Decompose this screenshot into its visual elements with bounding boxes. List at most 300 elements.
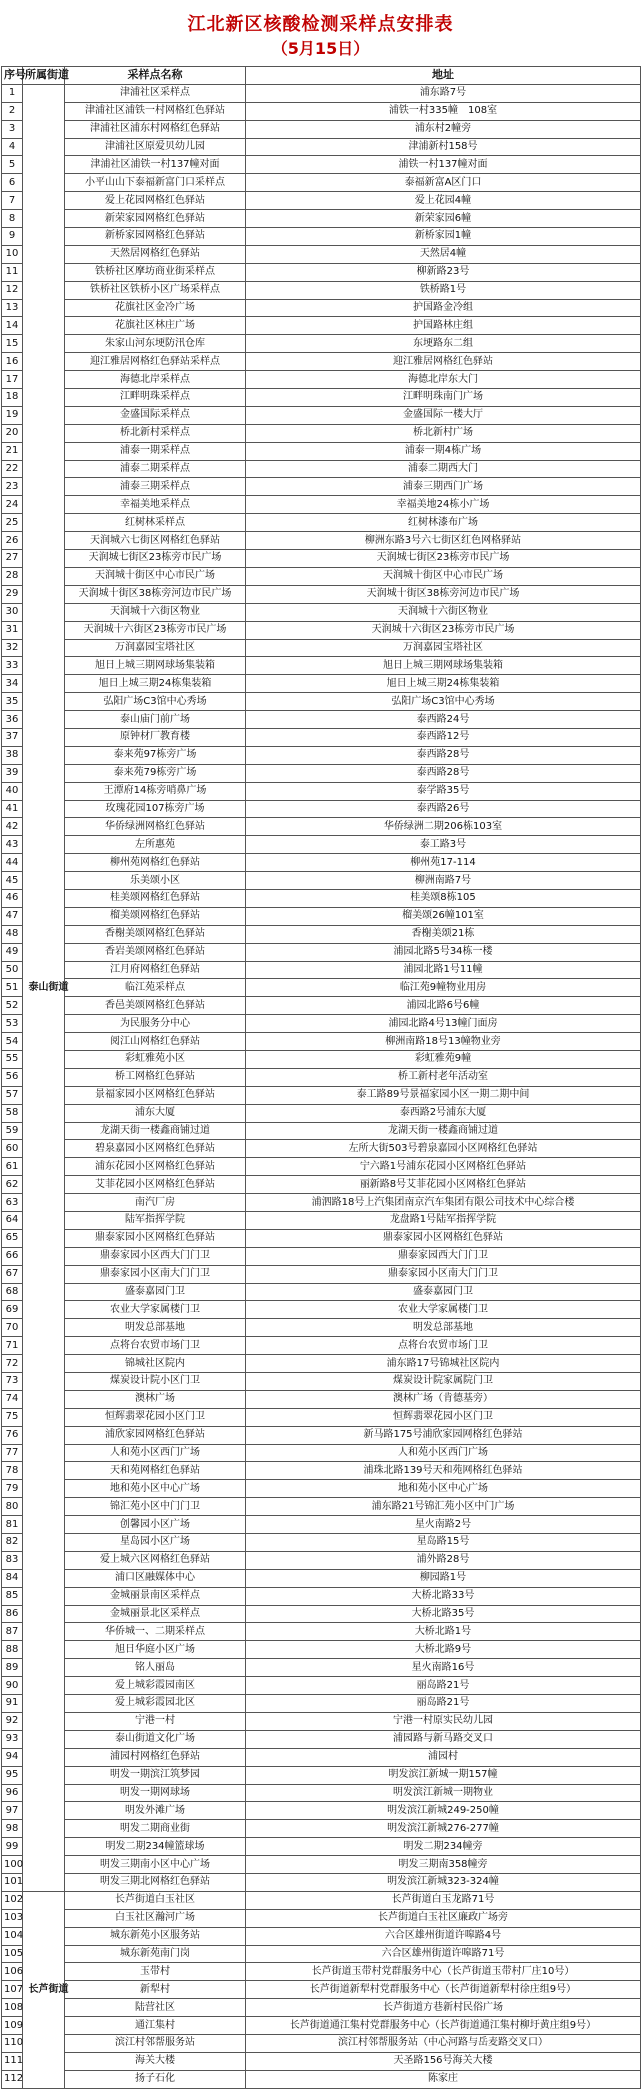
row-site: 桥北新村采样点 bbox=[65, 424, 246, 442]
row-address: 桥工新村老年活动室 bbox=[246, 1068, 641, 1086]
row-address: 宁港一村原实民幼儿园 bbox=[246, 1712, 641, 1730]
row-site: 津浦社区采样点 bbox=[65, 84, 246, 102]
row-address: 万润嘉园宝塔社区 bbox=[246, 639, 641, 657]
row-site: 江畔明珠采样点 bbox=[65, 389, 246, 407]
table-row bbox=[2, 263, 641, 281]
row-address: 泰学路35号 bbox=[246, 782, 641, 800]
table-row bbox=[2, 1820, 641, 1838]
row-seq: 99 bbox=[2, 1838, 23, 1856]
row-seq: 69 bbox=[2, 1301, 23, 1319]
row-site: 明发外滩广场 bbox=[65, 1802, 246, 1820]
row-address: 天润城十街区38栋旁河边市民广场 bbox=[246, 585, 641, 603]
table-row bbox=[2, 1229, 641, 1247]
table-row bbox=[2, 1122, 641, 1140]
table-row bbox=[2, 1784, 641, 1802]
table-row bbox=[2, 746, 641, 764]
table-row bbox=[2, 1462, 641, 1480]
row-site: 扬子石化 bbox=[65, 2070, 246, 2088]
row-address: 丽岛路21号 bbox=[246, 1677, 641, 1695]
row-site: 金城丽景北区采样点 bbox=[65, 1605, 246, 1623]
row-seq: 81 bbox=[2, 1516, 23, 1534]
table-row bbox=[2, 1712, 641, 1730]
row-site: 铁桥社区摩坊商业街采样点 bbox=[65, 263, 246, 281]
row-site: 华侨城一、二期采样点 bbox=[65, 1623, 246, 1641]
row-seq: 17 bbox=[2, 371, 23, 389]
table-row bbox=[2, 585, 641, 603]
row-site: 旭日上城三期24栋集装箱 bbox=[65, 675, 246, 693]
row-seq: 7 bbox=[2, 192, 23, 210]
row-site: 长芦街道白玉社区 bbox=[65, 1891, 246, 1909]
row-site: 海关大楼 bbox=[65, 2052, 246, 2070]
row-address: 鼎泰家园西大门门卫 bbox=[246, 1247, 641, 1265]
row-site: 浦泰三期采样点 bbox=[65, 478, 246, 496]
row-site: 爱上花园网格红色驿站 bbox=[65, 192, 246, 210]
table-row bbox=[2, 1838, 641, 1856]
table-row bbox=[2, 1498, 641, 1516]
title-block bbox=[0, 0, 641, 65]
street-name-cell bbox=[23, 84, 69, 1891]
row-address: 地和苑小区中心广场 bbox=[246, 1480, 641, 1498]
table-row bbox=[2, 442, 641, 460]
row-seq: 12 bbox=[2, 281, 23, 299]
table-row bbox=[2, 818, 641, 836]
table-row bbox=[2, 889, 641, 907]
table-row bbox=[2, 102, 641, 120]
page-title: 江北新区核酸检测采样点安排表 bbox=[187, 14, 454, 35]
row-seq: 82 bbox=[2, 1534, 23, 1552]
row-address: 天润城七街区23栋旁市民广场 bbox=[246, 550, 641, 568]
table-row bbox=[2, 639, 641, 657]
table-row bbox=[2, 1033, 641, 1051]
row-seq: 10 bbox=[2, 245, 23, 263]
row-seq: 107 bbox=[2, 1981, 23, 1999]
row-address: 浦东路7号 bbox=[246, 84, 641, 102]
table-row bbox=[2, 1176, 641, 1194]
row-site: 陆军指挥学院 bbox=[65, 1212, 246, 1230]
row-seq: 105 bbox=[2, 1945, 23, 1963]
row-address: 爱上花园4幢 bbox=[246, 192, 641, 210]
row-address: 星火南路2号 bbox=[246, 1516, 641, 1534]
table-row bbox=[2, 943, 641, 961]
table-row bbox=[2, 478, 641, 496]
row-address: 榴美颂26幢101室 bbox=[246, 907, 641, 925]
table-row bbox=[2, 550, 641, 568]
table-row bbox=[2, 1927, 641, 1945]
row-seq: 41 bbox=[2, 800, 23, 818]
table-row bbox=[2, 907, 641, 925]
row-seq: 51 bbox=[2, 979, 23, 997]
row-address: 煤炭设计院家属院门卫 bbox=[246, 1373, 641, 1391]
row-address: 江畔明珠南门广场 bbox=[246, 389, 641, 407]
table-row bbox=[2, 1319, 641, 1337]
row-site: 明发一期滨江筑梦园 bbox=[65, 1766, 246, 1784]
row-site: 乐美颂小区 bbox=[65, 872, 246, 890]
row-address: 新桥家园1幢 bbox=[246, 228, 641, 246]
row-seq: 52 bbox=[2, 997, 23, 1015]
page-subtitle: （5月15日） bbox=[271, 39, 370, 58]
row-site: 盛泰嘉园门卫 bbox=[65, 1283, 246, 1301]
row-seq: 30 bbox=[2, 603, 23, 621]
row-seq: 93 bbox=[2, 1730, 23, 1748]
row-address: 金盛国际一楼大厅 bbox=[246, 406, 641, 424]
row-address: 桥北新村广场 bbox=[246, 424, 641, 442]
row-seq: 79 bbox=[2, 1480, 23, 1498]
row-seq: 58 bbox=[2, 1104, 23, 1122]
row-seq: 40 bbox=[2, 782, 23, 800]
row-address: 桂美颂8栋105 bbox=[246, 889, 641, 907]
header-street: 所属街道 bbox=[23, 67, 65, 85]
row-address: 鼎泰家园小区南大门门卫 bbox=[246, 1265, 641, 1283]
table-row bbox=[2, 335, 641, 353]
row-site: 明发一期网球场 bbox=[65, 1784, 246, 1802]
row-seq: 84 bbox=[2, 1569, 23, 1587]
table-row bbox=[2, 782, 641, 800]
row-site: 泰来苑79栋旁广场 bbox=[65, 764, 246, 782]
row-seq: 85 bbox=[2, 1587, 23, 1605]
row-address: 津浦新村158号 bbox=[246, 138, 641, 156]
row-address: 星火南路16号 bbox=[246, 1659, 641, 1677]
row-seq: 36 bbox=[2, 711, 23, 729]
row-seq: 32 bbox=[2, 639, 23, 657]
row-address: 浦东村2幢旁 bbox=[246, 120, 641, 138]
row-address: 浦园村 bbox=[246, 1748, 641, 1766]
row-seq: 50 bbox=[2, 961, 23, 979]
row-site: 泰山庙门前广场 bbox=[65, 711, 246, 729]
row-seq: 68 bbox=[2, 1283, 23, 1301]
row-address: 柳洲南路7号 bbox=[246, 872, 641, 890]
row-address: 明发滨江新城323-324幢 bbox=[246, 1873, 641, 1891]
row-address: 龙盘路1号陆军指挥学院 bbox=[246, 1212, 641, 1230]
row-site: 锦城社区院内 bbox=[65, 1355, 246, 1373]
row-seq: 109 bbox=[2, 2017, 23, 2035]
row-site: 桥工网格红色驿站 bbox=[65, 1068, 246, 1086]
table-row bbox=[2, 1516, 641, 1534]
row-address: 农业大学家属楼门卫 bbox=[246, 1301, 641, 1319]
row-site: 彩虹雅苑小区 bbox=[65, 1050, 246, 1068]
table-row bbox=[2, 371, 641, 389]
row-seq: 74 bbox=[2, 1390, 23, 1408]
row-address: 左所大街503号碧泉嘉园小区网格红色驿站 bbox=[246, 1140, 641, 1158]
row-address: 明发滨江新城一期157幢 bbox=[246, 1766, 641, 1784]
row-address: 长芦街道通江集村党群服务中心（长芦街道通江集村柳圩黄庄组9号） bbox=[246, 2017, 641, 2035]
table-row bbox=[2, 406, 641, 424]
row-address: 浦东路21号锦汇苑小区中门广场 bbox=[246, 1498, 641, 1516]
row-site: 宁港一村 bbox=[65, 1712, 246, 1730]
row-site: 朱家山河东埂防汛仓库 bbox=[65, 335, 246, 353]
table-row bbox=[2, 353, 641, 371]
table-row bbox=[2, 1373, 641, 1391]
row-address: 泰工路89号景福家园小区一期二期中间 bbox=[246, 1086, 641, 1104]
row-address: 浦泰三期西门广场 bbox=[246, 478, 641, 496]
table-row bbox=[2, 1677, 641, 1695]
row-address: 陈家庄 bbox=[246, 2070, 641, 2088]
row-site: 城东新苑小区服务站 bbox=[65, 1927, 246, 1945]
row-address: 浦园北路6号6幢 bbox=[246, 997, 641, 1015]
row-address: 泰工路3号 bbox=[246, 836, 641, 854]
row-site: 桂美颂网格红色驿站 bbox=[65, 889, 246, 907]
row-site: 花旗社区金冷广场 bbox=[65, 299, 246, 317]
table-row bbox=[2, 1641, 641, 1659]
table-row bbox=[2, 1534, 641, 1552]
row-site: 爱上城彩霞园北区 bbox=[65, 1695, 246, 1713]
table-row bbox=[2, 1480, 641, 1498]
row-seq: 59 bbox=[2, 1122, 23, 1140]
row-site: 浦泰一期采样点 bbox=[65, 442, 246, 460]
row-seq: 49 bbox=[2, 943, 23, 961]
row-site: 津浦社区浦东村网格红色驿站 bbox=[65, 120, 246, 138]
table-row bbox=[2, 120, 641, 138]
row-site: 白玉社区瀚河广场 bbox=[65, 1909, 246, 1927]
row-seq: 38 bbox=[2, 746, 23, 764]
row-address: 海德北岸东大门 bbox=[246, 371, 641, 389]
row-site: 小平山山下泰福新富门口采样点 bbox=[65, 174, 246, 192]
row-seq: 101 bbox=[2, 1873, 23, 1891]
row-address: 柳园路1号 bbox=[246, 1569, 641, 1587]
row-seq: 60 bbox=[2, 1140, 23, 1158]
row-seq: 46 bbox=[2, 889, 23, 907]
row-address: 恒辉翡翠花园小区门卫 bbox=[246, 1408, 641, 1426]
row-site: 弘阳广场C3馆中心秀场 bbox=[65, 693, 246, 711]
table-row bbox=[2, 961, 641, 979]
table-row bbox=[2, 675, 641, 693]
row-address: 柳洲南路18号13幢物业旁 bbox=[246, 1033, 641, 1051]
table-row bbox=[2, 1963, 641, 1981]
table-row bbox=[2, 1337, 641, 1355]
row-address: 护国路金冷组 bbox=[246, 299, 641, 317]
row-site: 原钟材厂教育楼 bbox=[65, 728, 246, 746]
row-address: 天润城十六街区物业 bbox=[246, 603, 641, 621]
street-name: 长芦街道 bbox=[28, 1983, 69, 1995]
table-row bbox=[2, 1050, 641, 1068]
row-seq: 1 bbox=[2, 84, 23, 102]
row-address: 大桥北路9号 bbox=[246, 1641, 641, 1659]
table-header-row bbox=[2, 67, 641, 85]
row-site: 阅江山网格红色驿站 bbox=[65, 1033, 246, 1051]
row-address: 泰西路24号 bbox=[246, 711, 641, 729]
row-site: 浦园村网格红色驿站 bbox=[65, 1748, 246, 1766]
row-seq: 25 bbox=[2, 514, 23, 532]
row-seq: 15 bbox=[2, 335, 23, 353]
row-site: 津浦社区浦铁一村137幢对面 bbox=[65, 156, 246, 174]
row-site: 景福家园小区网格红色驿站 bbox=[65, 1086, 246, 1104]
table-row bbox=[2, 1104, 641, 1122]
row-seq: 57 bbox=[2, 1086, 23, 1104]
row-site: 玫瑰花园107栋旁广场 bbox=[65, 800, 246, 818]
row-address: 丽新路8号艾菲花园小区网格红色驿站 bbox=[246, 1176, 641, 1194]
row-address: 天然居4幢 bbox=[246, 245, 641, 263]
row-seq: 108 bbox=[2, 1999, 23, 2017]
row-seq: 94 bbox=[2, 1748, 23, 1766]
table-row bbox=[2, 1766, 641, 1784]
table-row bbox=[2, 1999, 641, 2017]
row-address: 人和苑小区西门广场 bbox=[246, 1444, 641, 1462]
table-row bbox=[2, 836, 641, 854]
row-site: 滨江村邻帮服务站 bbox=[65, 2034, 246, 2052]
table-row bbox=[2, 1659, 641, 1677]
header-seq: 序号 bbox=[2, 67, 23, 85]
row-address: 旭日上城三期网球场集装箱 bbox=[246, 657, 641, 675]
row-site: 香榭美颂网格红色驿站 bbox=[65, 925, 246, 943]
table-row bbox=[2, 657, 641, 675]
street-name: 泰山街道 bbox=[28, 981, 69, 993]
row-seq: 3 bbox=[2, 120, 23, 138]
row-address: 泰西路28号 bbox=[246, 764, 641, 782]
table-row bbox=[2, 1212, 641, 1230]
row-site: 铁桥社区铁桥小区广场采样点 bbox=[65, 281, 246, 299]
table-row bbox=[2, 979, 641, 997]
row-address: 鼎泰家园小区网格红色驿站 bbox=[246, 1229, 641, 1247]
row-seq: 61 bbox=[2, 1158, 23, 1176]
table-row bbox=[2, 192, 641, 210]
table-row bbox=[2, 1569, 641, 1587]
row-address: 迎江雅居网格红色驿站 bbox=[246, 353, 641, 371]
row-seq: 71 bbox=[2, 1337, 23, 1355]
row-seq: 24 bbox=[2, 496, 23, 514]
row-seq: 111 bbox=[2, 2052, 23, 2070]
table-row bbox=[2, 1140, 641, 1158]
row-site: 艾菲花园小区网格红色驿站 bbox=[65, 1176, 246, 1194]
row-site: 津浦社区浦铁一村网格红色驿站 bbox=[65, 102, 246, 120]
table-row bbox=[2, 800, 641, 818]
table-row bbox=[2, 460, 641, 478]
table-row bbox=[2, 1945, 641, 1963]
table-row bbox=[2, 299, 641, 317]
table-row bbox=[2, 1408, 641, 1426]
row-site: 明发二期商业街 bbox=[65, 1820, 246, 1838]
row-seq: 48 bbox=[2, 925, 23, 943]
row-address: 柳州苑17-114 bbox=[246, 854, 641, 872]
row-address: 长芦街道新犁村党群服务中心（长芦街道新犁村徐庄组9号） bbox=[246, 1981, 641, 1999]
row-address: 浦园北路5号34栋一楼 bbox=[246, 943, 641, 961]
row-seq: 96 bbox=[2, 1784, 23, 1802]
row-site: 浦泰二期采样点 bbox=[65, 460, 246, 478]
row-seq: 39 bbox=[2, 764, 23, 782]
row-site: 铭人丽岛 bbox=[65, 1659, 246, 1677]
row-address: 长芦街道方巷新村民俗广场 bbox=[246, 1999, 641, 2017]
table-row bbox=[2, 728, 641, 746]
row-site: 万润嘉园宝塔社区 bbox=[65, 639, 246, 657]
table-row bbox=[2, 1802, 641, 1820]
row-seq: 86 bbox=[2, 1605, 23, 1623]
table-row bbox=[2, 1355, 641, 1373]
row-address: 明发总部基地 bbox=[246, 1319, 641, 1337]
table-row bbox=[2, 2034, 641, 2052]
row-seq: 26 bbox=[2, 532, 23, 550]
table-row bbox=[2, 1390, 641, 1408]
row-seq: 76 bbox=[2, 1426, 23, 1444]
row-address: 大桥北路33号 bbox=[246, 1587, 641, 1605]
row-site: 天然居网格红色驿站 bbox=[65, 245, 246, 263]
row-seq: 62 bbox=[2, 1176, 23, 1194]
row-site: 幸福美地采样点 bbox=[65, 496, 246, 514]
row-site: 泰山街道文化广场 bbox=[65, 1730, 246, 1748]
row-site: 红树林采样点 bbox=[65, 514, 246, 532]
row-address: 浦园路与新马路交叉口 bbox=[246, 1730, 641, 1748]
row-seq: 72 bbox=[2, 1355, 23, 1373]
row-address: 星岛路15号 bbox=[246, 1534, 641, 1552]
table-row bbox=[2, 925, 641, 943]
row-address: 新马路175号浦欣家园网格红色驿站 bbox=[246, 1426, 641, 1444]
row-address: 浦园北路1号11幢 bbox=[246, 961, 641, 979]
row-site: 星岛园小区广场 bbox=[65, 1534, 246, 1552]
row-address: 丽岛路21号 bbox=[246, 1695, 641, 1713]
row-seq: 95 bbox=[2, 1766, 23, 1784]
row-address: 滨江村邻帮服务站（中心河路与岳麦路交叉口） bbox=[246, 2034, 641, 2052]
row-site: 人和苑小区西门广场 bbox=[65, 1444, 246, 1462]
header-address: 地址 bbox=[246, 67, 641, 85]
table-row bbox=[2, 1301, 641, 1319]
row-site: 锦汇苑小区中门门卫 bbox=[65, 1498, 246, 1516]
header-site: 采样点名称 bbox=[65, 67, 246, 85]
row-seq: 29 bbox=[2, 585, 23, 603]
row-seq: 110 bbox=[2, 2034, 23, 2052]
row-seq: 44 bbox=[2, 854, 23, 872]
row-site: 明发三期南小区中心广场 bbox=[65, 1856, 246, 1874]
row-address: 旭日上城三期24栋集装箱 bbox=[246, 675, 641, 693]
row-address: 天润城十六街区23栋旁市民广场 bbox=[246, 621, 641, 639]
row-site: 通江集村 bbox=[65, 2017, 246, 2035]
row-seq: 13 bbox=[2, 299, 23, 317]
row-site: 泰来苑97栋旁广场 bbox=[65, 746, 246, 764]
row-address: 明发滨江新城249-250幢 bbox=[246, 1802, 641, 1820]
row-seq: 73 bbox=[2, 1373, 23, 1391]
table-row bbox=[2, 872, 641, 890]
table-row bbox=[2, 1856, 641, 1874]
table-row bbox=[2, 997, 641, 1015]
row-site: 为民服务分中心 bbox=[65, 1015, 246, 1033]
row-seq: 83 bbox=[2, 1551, 23, 1569]
row-site: 浦东大厦 bbox=[65, 1104, 246, 1122]
row-address: 明发滨江新城276-277幢 bbox=[246, 1820, 641, 1838]
table-row bbox=[2, 1086, 641, 1104]
row-seq: 102 bbox=[2, 1891, 23, 1909]
row-seq: 11 bbox=[2, 263, 23, 281]
table-row bbox=[2, 1283, 641, 1301]
table-body bbox=[2, 84, 641, 2088]
row-address: 浦东路17号锦城社区院内 bbox=[246, 1355, 641, 1373]
table-row bbox=[2, 1444, 641, 1462]
table-row bbox=[2, 2070, 641, 2088]
table-row bbox=[2, 514, 641, 532]
row-seq: 23 bbox=[2, 478, 23, 496]
table-row bbox=[2, 1194, 641, 1212]
row-site: 龙湖天街一楼鑫商铺过道 bbox=[65, 1122, 246, 1140]
row-site: 碧泉嘉园小区网格红色驿站 bbox=[65, 1140, 246, 1158]
row-address: 柳新路23号 bbox=[246, 263, 641, 281]
row-site: 明发总部基地 bbox=[65, 1319, 246, 1337]
table-row bbox=[2, 711, 641, 729]
row-site: 点将台农贸市场门卫 bbox=[65, 1337, 246, 1355]
row-address: 浦泗路18号上汽集团南京汽车集团有限公司技术中心综合楼 bbox=[246, 1194, 641, 1212]
row-address: 明发三期南358幢旁 bbox=[246, 1856, 641, 1874]
row-seq: 80 bbox=[2, 1498, 23, 1516]
table-row bbox=[2, 496, 641, 514]
row-site: 天润城十街区中心市民广场 bbox=[65, 567, 246, 585]
row-site: 津浦社区原爱贝幼儿园 bbox=[65, 138, 246, 156]
row-site: 天润城十六街区23栋旁市民广场 bbox=[65, 621, 246, 639]
table-row bbox=[2, 567, 641, 585]
row-site: 鼎泰家园小区南大门门卫 bbox=[65, 1265, 246, 1283]
row-seq: 27 bbox=[2, 550, 23, 568]
row-site: 明发三期北网格红色驿站 bbox=[65, 1873, 246, 1891]
table-row bbox=[2, 1695, 641, 1713]
row-site: 左所惠苑 bbox=[65, 836, 246, 854]
row-address: 香榭美颂21栋 bbox=[246, 925, 641, 943]
row-address: 大桥北路1号 bbox=[246, 1623, 641, 1641]
table-row bbox=[2, 693, 641, 711]
table-row bbox=[2, 854, 641, 872]
table-row bbox=[2, 317, 641, 335]
